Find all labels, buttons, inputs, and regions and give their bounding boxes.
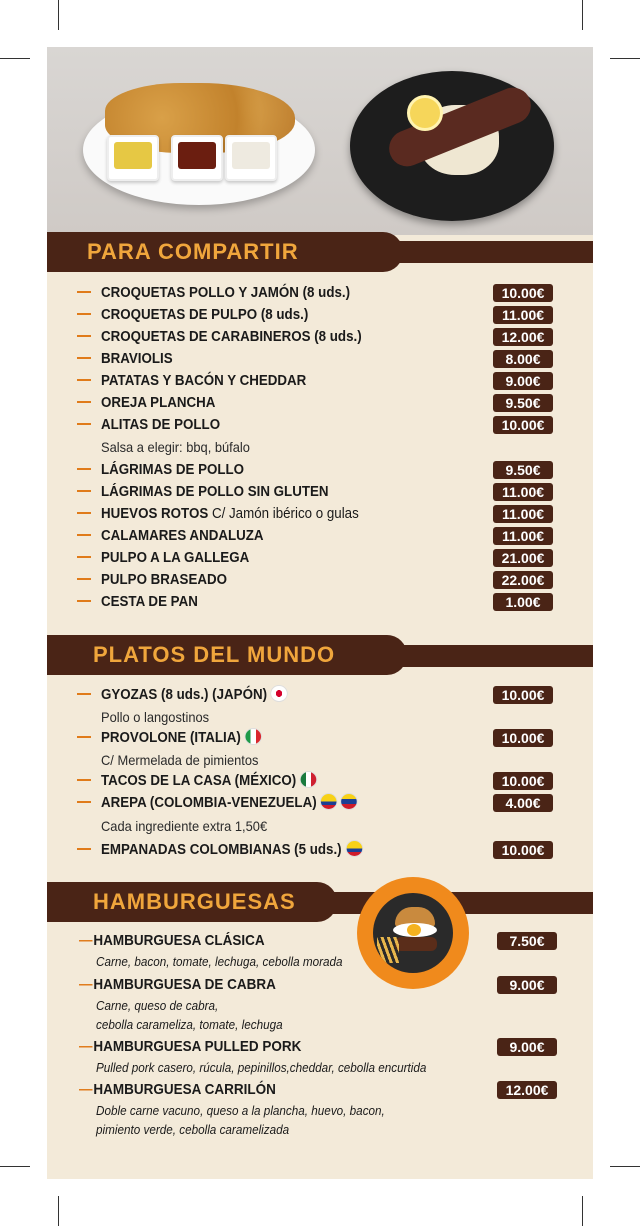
crop-mark: [582, 1196, 583, 1226]
price-badge: 11.00€: [493, 483, 553, 501]
menu-item: LÁGRIMAS DE POLLO 9.50€: [77, 459, 557, 481]
menu-page: [47, 47, 593, 1179]
price-badge: 7.50€: [497, 932, 557, 950]
menu-item: TACOS DE LA CASA (MÉXICO) 10.00€: [77, 770, 557, 792]
section-title-platos-del-mundo: PLATOS DEL MUNDO: [47, 635, 407, 675]
item-description: Carne, bacon, tomate, lechuga, cebolla morada: [96, 954, 343, 969]
menu-item: EMPANADAS COLOMBIANAS (5 uds.) 10.00€: [77, 839, 557, 861]
price-badge: 10.00€: [493, 416, 553, 434]
price-badge: 10.00€: [493, 729, 553, 747]
price-badge: 9.50€: [493, 394, 553, 412]
price-badge: 9.00€: [497, 976, 557, 994]
burger-item: — HAMBURGUESA PULLED PORK Pulled pork casero, rúcula, pepinillos,cheddar, cebolla encurtida 9.00€: [79, 1037, 559, 1081]
menu-item: CROQUETAS DE CARABINEROS (8 uds.) 12.00€: [77, 326, 557, 348]
price-badge: 11.00€: [493, 505, 553, 523]
price-badge: 12.00€: [493, 328, 553, 346]
price-badge: 9.50€: [493, 461, 553, 479]
price-badge: 12.00€: [497, 1081, 557, 1099]
crop-mark: [0, 1166, 30, 1167]
venezuela-flag-icon: [342, 794, 358, 809]
menu-item: AREPA (COLOMBIA-VENEZUELA) 4.00€: [77, 792, 557, 814]
burger-item: — HAMBURGUESA DE CABRA Carne, queso de cabra, cebolla carameliza, tomate, lechuga 9.00€: [79, 975, 559, 1035]
price-badge: 10.00€: [493, 772, 553, 790]
item-description: pimiento verde, cebolla caramelizada: [96, 1122, 290, 1137]
burger-item: — HAMBURGUESA CARRILÓN Doble carne vacuno, queso a la plancha, huevo, bacon, pimiento verde, cebolla caramelizada 12.00€: [79, 1080, 559, 1140]
menu-item: GYOZAS (8 uds.) (JAPÓN) 10.00€: [77, 684, 557, 706]
japan-flag-icon: [272, 686, 288, 701]
menu-item: PULPO A LA GALLEGA 21.00€: [77, 547, 557, 569]
menu-item: PROVOLONE (ITALIA) 10.00€: [77, 727, 557, 749]
sauce-cup-image: [107, 135, 159, 181]
mexico-flag-icon: [301, 772, 317, 787]
menu-item: CROQUETAS POLLO Y JAMÓN (8 uds.) 10.00€: [77, 282, 557, 304]
price-badge: 4.00€: [493, 794, 553, 812]
item-description: C/ Mermelada de pimientos: [101, 752, 259, 768]
menu-item: CROQUETAS DE PULPO (8 uds.) 11.00€: [77, 304, 557, 326]
sauce-cup-image: [225, 135, 277, 181]
price-badge: 21.00€: [493, 549, 553, 567]
price-badge: 10.00€: [493, 284, 553, 302]
crop-mark: [58, 1196, 59, 1226]
menu-item: PULPO BRASEADO 22.00€: [77, 569, 557, 591]
colombia-flag-icon: [346, 841, 362, 856]
price-badge: 8.00€: [493, 350, 553, 368]
item-description: Salsa a elegir: bbq, búfalo: [101, 439, 250, 455]
item-description: Doble carne vacuno, queso a la plancha, huevo, bacon,: [96, 1103, 385, 1118]
price-badge: 10.00€: [493, 686, 553, 704]
menu-item: ALITAS DE POLLO 10.00€: [77, 414, 557, 436]
price-badge: 22.00€: [493, 571, 553, 589]
burger-item: — HAMBURGUESA CLÁSICA Carne, bacon, tomate, lechuga, cebolla morada 7.50€: [79, 931, 559, 975]
menu-item: CESTA DE PAN 1.00€: [77, 591, 557, 613]
item-description: Cada ingrediente extra 1,50€: [101, 818, 268, 834]
price-badge: 10.00€: [493, 841, 553, 859]
menu-item: CALAMARES ANDALUZA 11.00€: [77, 525, 557, 547]
lemon-image: [407, 95, 443, 131]
section-title-para-compartir: PARA COMPARTIR: [47, 232, 403, 272]
menu-item: LÁGRIMAS DE POLLO SIN GLUTEN 11.00€: [77, 481, 557, 503]
menu-item: PATATAS Y BACÓN Y CHEDDAR 9.00€: [77, 370, 557, 392]
price-badge: 9.00€: [493, 372, 553, 390]
menu-item: HUEVOS ROTOS C/ Jamón ibérico o gulas 11.00€: [77, 503, 557, 525]
colombia-flag-icon: [321, 794, 337, 809]
crop-mark: [0, 58, 30, 59]
item-description: cebolla carameliza, tomate, lechuga: [96, 1017, 283, 1032]
item-description: Pollo o langostinos: [101, 709, 210, 725]
food-photo-band: [47, 47, 593, 235]
section-title-hamburguesas: HAMBURGUESAS: [47, 882, 337, 922]
crop-mark: [610, 1166, 640, 1167]
price-badge: 1.00€: [493, 593, 553, 611]
sauce-cup-image: [171, 135, 223, 181]
price-badge: 11.00€: [493, 527, 553, 545]
menu-item: OREJA PLANCHA 9.50€: [77, 392, 557, 414]
italy-flag-icon: [245, 729, 261, 744]
crop-mark: [58, 0, 59, 30]
price-badge: 9.00€: [497, 1038, 557, 1056]
crop-mark: [582, 0, 583, 30]
price-badge: 11.00€: [493, 306, 553, 324]
item-description: Pulled pork casero, rúcula, pepinillos,cheddar, cebolla encurtida: [96, 1060, 427, 1075]
item-description: Carne, queso de cabra,: [96, 998, 219, 1013]
menu-item: BRAVIOLIS 8.00€: [77, 348, 557, 370]
item-inline-description: C/ Jamón ibérico o gulas: [211, 506, 359, 522]
crop-mark: [610, 58, 640, 59]
